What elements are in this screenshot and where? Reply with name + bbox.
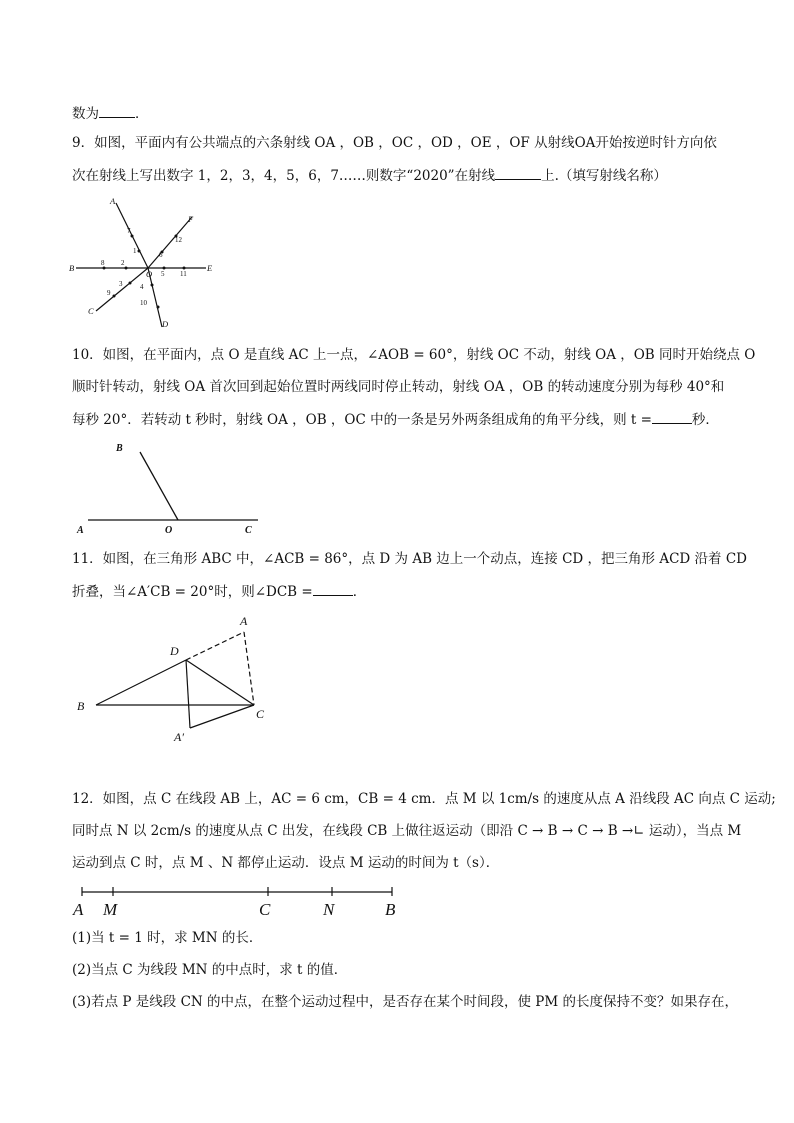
num-7: 7: [127, 227, 131, 235]
q8-tail-text: 数为: [72, 106, 99, 122]
q12-line1: 12．如图，点 C 在线段 AB 上，AC = 6 cm，CB = 4 cm．点 M 以 1cm/s 的速度从点 A 沿线段 AC 向点 C 运动;: [72, 791, 776, 807]
q12-sub3: (3)若点 P 是线段 CN 的中点，在整个运动过程中，是否存在某个时间段，使 PM 的长度保持不变？如果存在，: [72, 994, 739, 1010]
label-d: D: [170, 644, 179, 658]
segment-dc: [186, 660, 254, 705]
num-9: 9: [107, 289, 111, 297]
q12-line2: 同时点 N 以 2cm/s 的速度从点 C 出发，在线段 CB 上做往返运动（即沿 C → B → C → B →∟ 运动），当点 M: [72, 823, 742, 839]
q11-line2-text: 折叠，当∠A′CB = 20°时，则∠DCB =: [72, 584, 313, 600]
label-a: A: [240, 614, 248, 628]
num-8: 8: [101, 259, 105, 267]
segment-ac-dashed: [244, 632, 254, 705]
num-6: 6: [159, 251, 163, 259]
label-e: E: [207, 263, 213, 273]
label-o: O: [146, 269, 153, 279]
label-b: B: [116, 443, 123, 454]
num-5: 5: [161, 270, 165, 278]
label-a: A: [77, 525, 84, 536]
q9-line1: 9．如图，平面内有公共端点的六条射线 OA ，OB ，OC ，OD ，OE ，OF 从射线OA开始按逆时针方向依: [72, 135, 717, 151]
label-b: B: [69, 263, 75, 273]
q12-sub2: (2)当点 C 为线段 MN 的中点时，求 t 的值．: [72, 962, 348, 978]
label-c: C: [256, 707, 265, 721]
label-f: F: [188, 214, 194, 224]
num-3: 3: [119, 280, 123, 288]
segment-a2c: [190, 705, 254, 728]
label-c: C: [259, 900, 271, 919]
q10-line3-text: 每秒 20°．若转动 t 秒时，射线 OA ，OB ，OC 中的一条是另外两条组成角的角平分线，则 t =: [72, 412, 652, 428]
label-a: A: [110, 196, 116, 206]
segment-da-dashed: [186, 632, 244, 660]
num-2: 2: [121, 259, 125, 267]
ray-of: [148, 217, 192, 268]
q8-end: ．: [135, 106, 149, 122]
q10-line2: 顺时针转动，射线 OA 首次回到起始位置时两线同时停止转动，射线 OA ，OB 的转动速度分别为每秒 40°和: [72, 379, 725, 395]
num-1: 1: [133, 247, 137, 255]
q12-line3: 运动到点 C 时，点 M 、N 都停止运动．设点 M 运动的时间为 t（s）．: [72, 855, 500, 871]
q10-line3: [72, 409, 732, 430]
num-4: 4: [140, 283, 144, 291]
segment-bd: [96, 660, 186, 705]
q11-figure: [72, 610, 282, 750]
ray-ob: [140, 452, 178, 520]
q11-line1: 11．如图，在三角形 ABC 中，∠ACB = 86°，点 D 为 AB 边上一个动点，连接 CD ，把三角形 ACD 沿着 CD: [72, 551, 747, 567]
q9-figure: [66, 195, 226, 335]
q11-line2-end: ．: [352, 584, 367, 600]
label-c: C: [245, 525, 252, 536]
q9-answer-blank[interactable]: [495, 165, 541, 180]
label-m: M: [103, 900, 118, 919]
label-b: B: [77, 699, 85, 713]
label-a: A: [73, 900, 84, 919]
q8-answer-blank[interactable]: [99, 103, 135, 118]
label-c: C: [88, 306, 94, 316]
q8-tail: [72, 103, 732, 124]
q10-line3-end: 秒．: [691, 412, 719, 428]
label-d: D: [162, 319, 169, 329]
q9-line2-text: 次在射线上写出数字 1，2，3，4，5，6，7……则数字“2020”在射线: [72, 168, 496, 184]
label-b: B: [385, 900, 396, 919]
label-a-prime: A′: [174, 730, 184, 744]
label-o: O: [165, 525, 173, 536]
num-12: 12: [175, 236, 182, 244]
q10-figure: [74, 440, 274, 535]
q9-line2-end: 上.（填写射线名称）: [541, 168, 667, 184]
num-10: 10: [140, 299, 147, 307]
q11-line2: [72, 581, 732, 602]
q11-answer-blank[interactable]: [313, 581, 353, 596]
segment-da2: [186, 660, 190, 728]
q12-figure: [70, 882, 410, 922]
q10-line1: 10．如图，在平面内，点 O 是直线 AC 上一点，∠AOB = 60°，射线 OC 不动，射线 OA ，OB 同时开始绕点 O: [72, 347, 756, 363]
q10-answer-blank[interactable]: [652, 409, 692, 424]
num-11: 11: [180, 270, 187, 278]
q12-sub1: (1)当 t = 1 时，求 MN 的长．: [72, 930, 263, 946]
label-n: N: [323, 900, 335, 919]
q9-line2: [72, 165, 732, 186]
